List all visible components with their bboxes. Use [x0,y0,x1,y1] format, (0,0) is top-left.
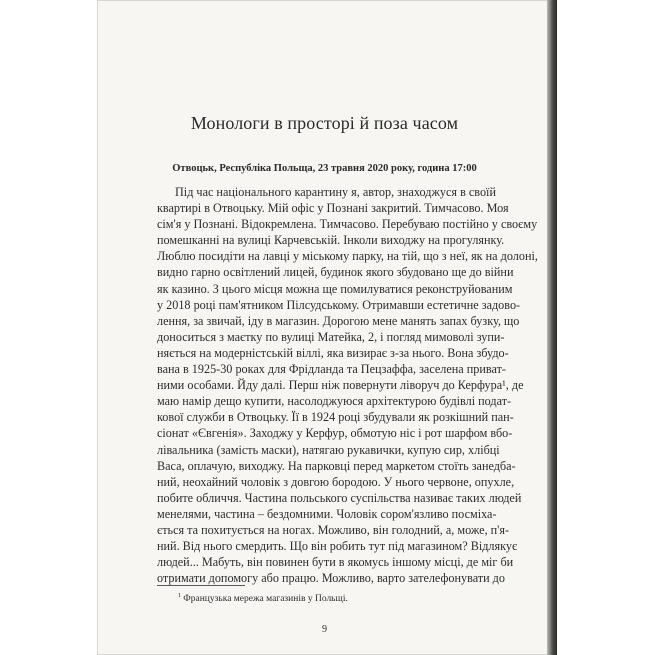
text-line: отримати допомогу або працю. Можливо, варто зателефонувати до [157,571,505,586]
text-line: ний, неохайний чоловік з довгою бородою. У нього червоне, опухле, [157,474,515,489]
footnote-text: Французька мережа магазинів у Польщі. [183,594,348,605]
text-line: ний. Від нього смердить. Що він робить тут під магазином? Відлякує [157,539,518,554]
text-line: вана в 1925-30 роках для Фрідланда та Пецзаффа, заселена приват- [157,362,506,377]
text-line: ється та похитується на ногах. Можливо, він голодний, а, може, п'я- [157,522,510,537]
text-line: доноситься з маєтку по вулиці Матейка, 2, і погляд мимоволі зупи- [157,329,505,344]
book-spine-shadow [547,0,557,655]
text-line: маю намір дещо купити, насолоджуюся архітектурою будівлі подат- [157,394,512,409]
text-line: няється на модерністській віллі, яка визирає з-за нього. Вона збудо- [157,345,509,360]
text-line: сіонат «Євгенія». Заходжу у Керфур, обмотую ніс і рот шарфом вбо- [157,426,513,441]
footnote-divider [157,585,245,586]
footnote-marker: 1 [178,592,182,599]
chapter-title: Монологи в просторі й поза часом [190,113,459,133]
text-line: побите обличчя. Частина польського суспільства називає таких людей [157,490,522,505]
text-line: менелями, частина – бездомними. Чоловік сором'язливо посміха- [157,506,497,521]
text-line: людей... Мабуть, він повинен бути в якомусь іншому місці, де міг би [157,555,514,570]
text-line: Під час національного карантину я, автор, знаходжуся в своїй [175,185,496,199]
chapter-dateline: Отвоцьк, Республіка Польща, 23 травня 2020 року, година 17:00 [172,163,477,174]
text-line: лення, за звичай, іду в магазин. Дорогою мене манять запах бузку, що [157,313,520,328]
text-line: ними особами. Йду далі. Перш ніж повернути ліворуч до Керфура¹, де [157,378,524,393]
text-line: як казино. З цього місця можна ще помилуватися реконструйованим [157,281,513,296]
text-line: кової служби в Отвоцьку. Її в 1924 році збудували як розкішний пан- [157,410,514,425]
body-text [157,184,538,586]
text-line: квартирі в Отвоцьку. Мій офіс у Познані закритий. Тимчасово. Моя [157,201,509,216]
text-line: Люблю посидіти на лавці у міському парку, на тій, що з неї, як на долоні, [157,249,538,264]
text-line: у 2018 році пам'ятником Пілсудському. Отримавши естетичне задово- [157,297,521,312]
footnote [178,592,348,604]
text-line: помешканні на вулиці Карчевській. Інколи виходжу на прогулянку. [157,233,505,248]
text-line: сім'я у Познані. Відокремлена. Тимчасово. Перебуваю постійно у своєму [157,217,538,232]
text-line: видно гарно освітлений лицей, будинок якого збудовано ще до війни [157,265,514,280]
text-line: лівальника (замість маски), натягаю рукавички, купую сир, хлібці [157,442,500,457]
text-line: Васа, оплачую, виходжу. На парковці перед маркетом стоїть занедба- [157,458,516,473]
page-number: 9 [322,624,327,635]
